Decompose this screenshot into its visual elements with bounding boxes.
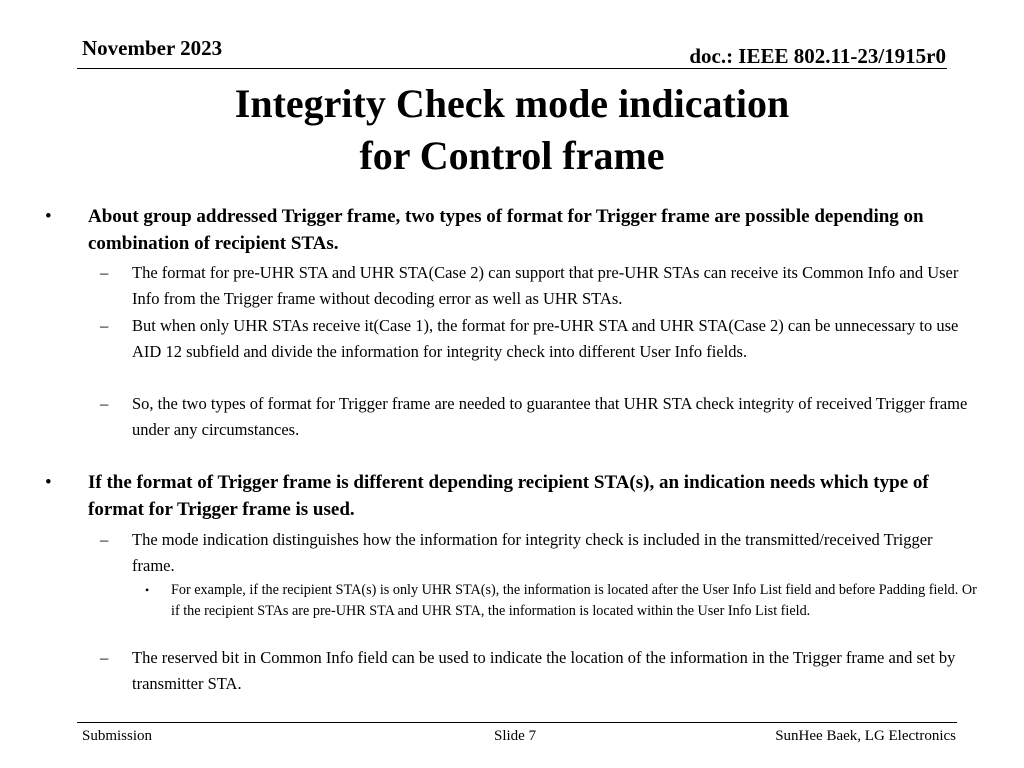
sub-bullet-item (100, 645, 968, 697)
sub-sub-bullet-text: For example, if the recipient STA(s) is only UHR STA(s), the information is located after the User Info List field and before Padding field. Or if the recipient STAs are pre-UHR STA and UHR STA, the information is located within the User Info List field. (171, 582, 977, 619)
sub-sub-bullet-item (145, 580, 983, 621)
sub-bullet-marker: – (100, 394, 109, 413)
sub-bullet-item (100, 391, 968, 443)
sub-bullet-text: The format for pre-UHR STA and UHR STA(Case 2) can support that pre-UHR STAs can receive its Common Info and User Info from the Trigger frame without decoding error as well as UHR STAs. (132, 263, 959, 308)
header-date: November 2023 (82, 36, 223, 60)
sub-bullet-item (100, 260, 968, 312)
bullet-item (45, 203, 968, 257)
sub-bullet-item (100, 313, 968, 365)
footer-divider (77, 722, 957, 723)
sub-bullet-text: So, the two types of format for Trigger frame are needed to guarantee that UHR STA check integrity of received Trigger frame under any circumstances. (132, 394, 968, 439)
footer-submission: Submission (82, 728, 153, 744)
footer-author: SunHee Baek, LG Electronics (775, 728, 956, 744)
sub-bullet-marker: – (100, 648, 109, 667)
sub-bullet-item (100, 527, 968, 579)
sub-bullet-text: But when only UHR STAs receive it(Case 1), the format for pre-UHR STA and UHR STA(Case 2) can be unnecessary to use AID 12 subfield and divide the information for integrity check into different User Info fields. (132, 316, 959, 361)
slide-title-line-2: for Control frame (359, 133, 665, 178)
sub-bullet-marker: – (100, 316, 109, 335)
header-doc-id: doc.: IEEE 802.11-23/1915r0 (689, 44, 946, 68)
sub-bullet-text: The reserved bit in Common Info field can be used to indicate the location of the information in the Trigger frame and set by transmitter STA. (132, 648, 956, 693)
sub-bullet-marker: – (100, 263, 109, 282)
sub-bullet-text: The mode indication distinguishes how the information for integrity check is included in the transmitted/received Trigger frame. (132, 530, 933, 575)
sub-sub-bullet-marker: • (145, 583, 150, 597)
bullet-text: If the format of Trigger frame is different depending recipient STA(s), an indication needs which type of format for Trigger frame is used. (88, 472, 929, 520)
slide-title-line-1: Integrity Check mode indication (234, 81, 790, 126)
slide-title (0, 78, 1024, 182)
bullet-marker: • (45, 472, 52, 493)
bullet-item (45, 469, 968, 523)
sub-bullet-marker: – (100, 530, 109, 549)
bullet-text: About group addressed Trigger frame, two types of format for Trigger frame are possible depending on combination of recipient STAs. (88, 206, 924, 254)
header-divider (77, 68, 947, 69)
bullet-marker: • (45, 206, 52, 227)
footer-slide-number: Slide 7 (494, 728, 537, 744)
